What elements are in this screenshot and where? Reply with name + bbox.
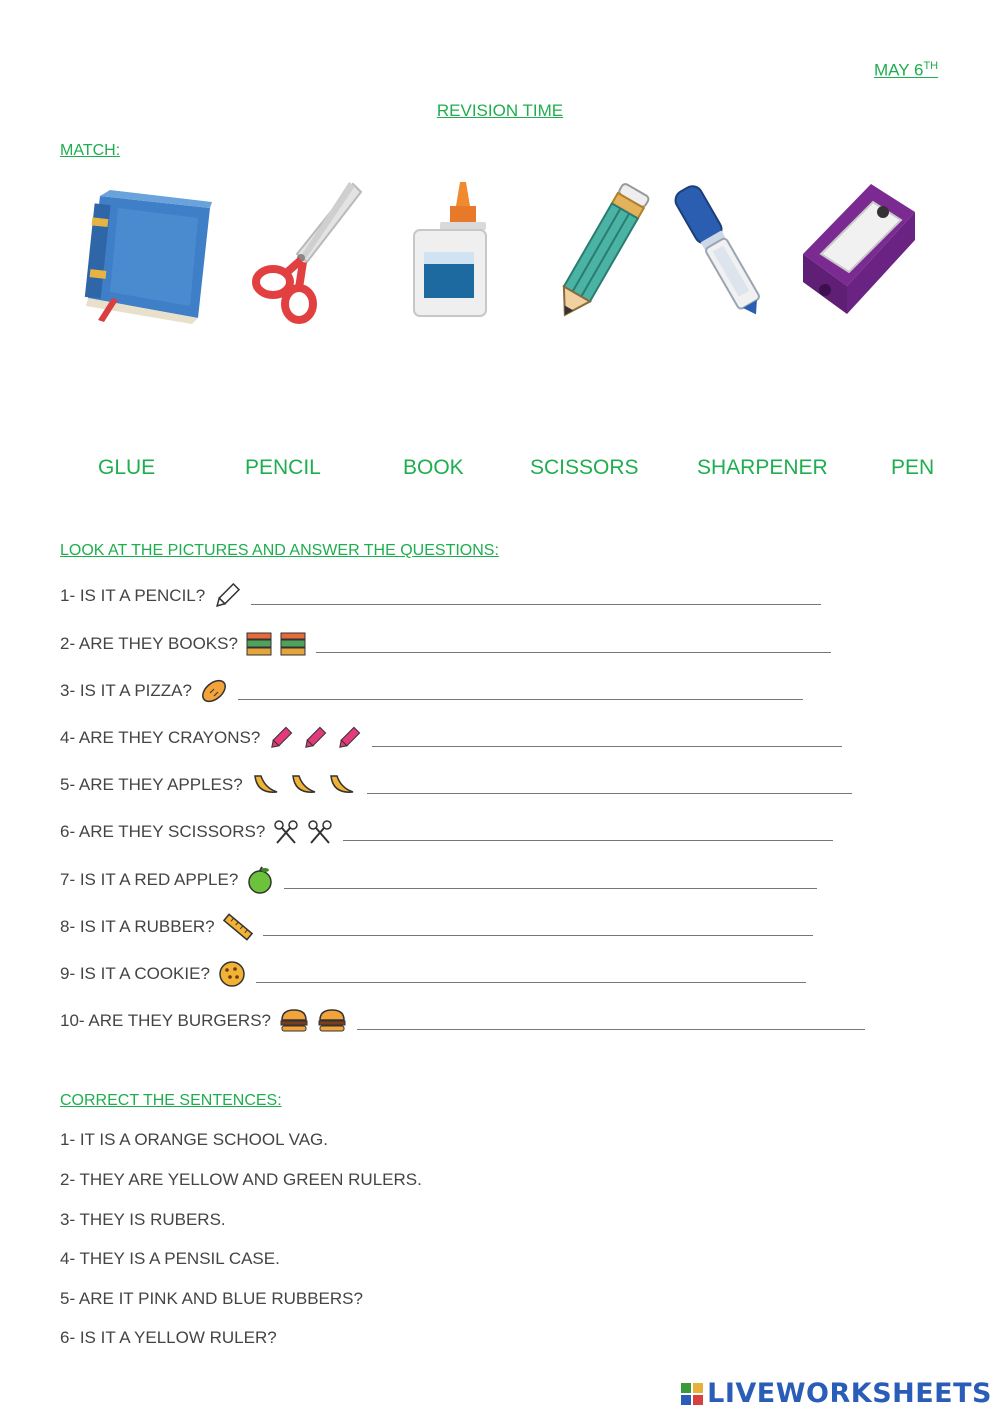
crayon-icon bbox=[268, 725, 362, 751]
match-word-1[interactable]: GLUE bbox=[98, 456, 156, 479]
date-text: MAY 6 bbox=[874, 60, 924, 80]
question-text: 7- IS IT A RED APPLE? bbox=[60, 870, 239, 889]
answer-line[interactable] bbox=[238, 699, 803, 700]
scissors-icon bbox=[245, 178, 385, 326]
answer-line[interactable] bbox=[343, 840, 833, 841]
sentence-2: 2- THEY ARE YELLOW AND GREEN RULERS. bbox=[60, 1170, 422, 1189]
question-7 bbox=[60, 866, 817, 894]
pencil-icon bbox=[213, 583, 241, 609]
book-icon bbox=[80, 178, 220, 326]
cookie-icon bbox=[218, 960, 246, 988]
pencil-icon bbox=[530, 178, 670, 326]
question-1 bbox=[60, 582, 821, 610]
question-8 bbox=[60, 913, 813, 941]
correct-heading: CORRECT THE SENTENCES: bbox=[60, 1092, 282, 1109]
answer-line[interactable] bbox=[256, 982, 806, 983]
question-text: 2- ARE THEY BOOKS? bbox=[60, 634, 238, 653]
match-word-6[interactable]: PEN bbox=[891, 456, 935, 479]
banana-icon bbox=[251, 772, 357, 798]
sharpener-icon bbox=[795, 178, 935, 326]
question-text: 9- IS IT A COOKIE? bbox=[60, 964, 210, 983]
question-text: 3- IS IT A PIZZA? bbox=[60, 681, 192, 700]
match-word-3[interactable]: BOOK bbox=[403, 456, 464, 479]
question-text: 4- ARE THEY CRAYONS? bbox=[60, 728, 261, 747]
date-label bbox=[874, 60, 938, 81]
page-title: REVISION TIME bbox=[436, 101, 564, 120]
answer-line[interactable] bbox=[316, 652, 831, 653]
question-text: 5- ARE THEY APPLES? bbox=[60, 775, 243, 794]
question-5 bbox=[60, 771, 852, 799]
sentence-5: 5- ARE IT PINK AND BLUE RUBBERS? bbox=[60, 1289, 363, 1308]
answer-line[interactable] bbox=[251, 604, 821, 605]
answer-line[interactable] bbox=[357, 1029, 865, 1030]
match-word-4[interactable]: SCISSORS bbox=[530, 456, 639, 479]
burger-icon bbox=[279, 1008, 347, 1034]
question-10 bbox=[60, 1007, 865, 1035]
question-text: 8- IS IT A RUBBER? bbox=[60, 917, 215, 936]
question-text: 6- ARE THEY SCISSORS? bbox=[60, 822, 266, 841]
questions-heading: LOOK AT THE PICTURES AND ANSWER THE QUESTIONS: bbox=[60, 542, 499, 559]
pen-icon bbox=[650, 178, 790, 326]
question-9 bbox=[60, 960, 806, 988]
match-heading: MATCH: bbox=[60, 142, 121, 159]
match-word-5[interactable]: SHARPENER bbox=[697, 456, 828, 479]
question-2 bbox=[60, 630, 831, 658]
question-4 bbox=[60, 724, 842, 752]
question-text: 10- ARE THEY BURGERS? bbox=[60, 1011, 272, 1030]
answer-line[interactable] bbox=[284, 888, 817, 889]
answer-line[interactable] bbox=[372, 746, 842, 747]
sentence-1: 1- IT IS A ORANGE SCHOOL VAG. bbox=[60, 1130, 328, 1149]
question-6 bbox=[60, 818, 833, 846]
date-suffix: TH bbox=[923, 60, 939, 72]
logo-text: LIVEWORKSHEETS bbox=[707, 1378, 992, 1409]
answer-line[interactable] bbox=[367, 793, 852, 794]
green-apple-icon bbox=[246, 866, 274, 894]
sentence-3: 3- THEY IS RUBERS. bbox=[60, 1210, 226, 1229]
ruler-icon bbox=[223, 913, 253, 941]
sentence-4: 4- THEY IS A PENSIL CASE. bbox=[60, 1249, 280, 1268]
answer-line[interactable] bbox=[263, 935, 813, 936]
bread-icon bbox=[200, 678, 228, 704]
question-text: 1- IS IT A PENCIL? bbox=[60, 586, 206, 605]
books-icon bbox=[246, 632, 306, 656]
question-3 bbox=[60, 677, 803, 705]
glue-icon bbox=[400, 178, 540, 326]
sentence-6: 6- IS IT A YELLOW RULER? bbox=[60, 1328, 277, 1347]
logo-squares-icon bbox=[681, 1383, 703, 1405]
scissors-icon bbox=[273, 819, 333, 845]
match-word-2[interactable]: PENCIL bbox=[245, 456, 321, 479]
liveworksheets-logo bbox=[681, 1378, 992, 1409]
